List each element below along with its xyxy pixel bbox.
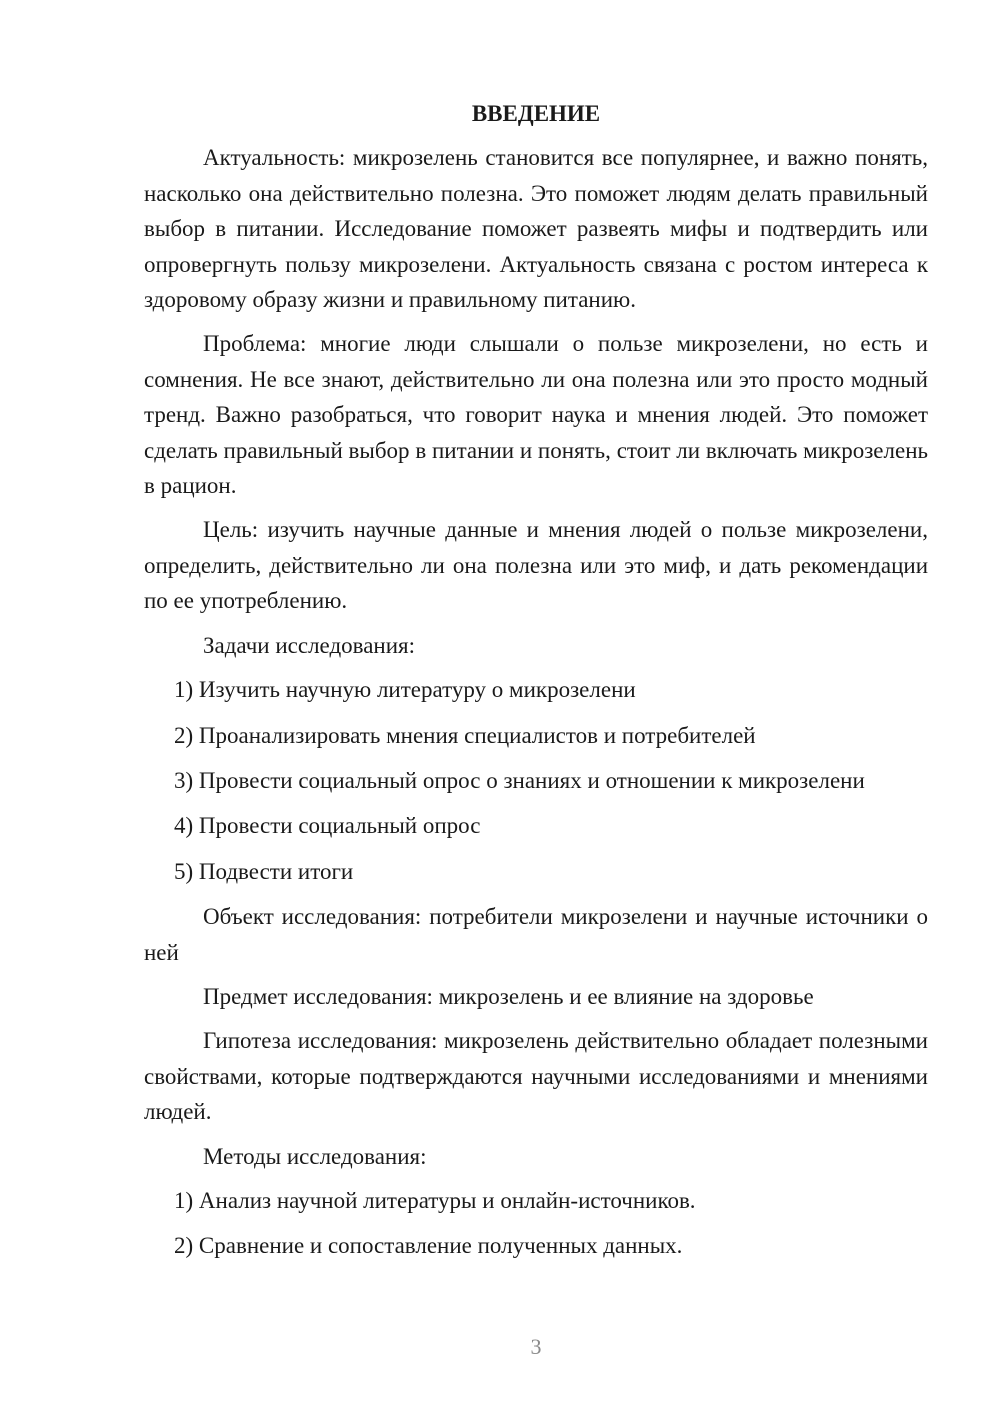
methods-heading: Методы исследования: (203, 1143, 427, 1169)
subject-paragraph: Предмет исследования: микрозелень и ее влияние на здоровье (203, 983, 814, 1009)
task-item-2: 2) Проанализировать мнения специалистов и потребителей (174, 722, 756, 748)
goal-paragraph: Цель: изучить научные данные и мнения людей о пользе микрозелени, определить, действительно ли она полезна или это миф, и дать рекомендации по ее употреблению. (144, 517, 928, 614)
page-number: 3 (530, 1334, 542, 1359)
tasks-heading: Задачи исследования: (203, 632, 416, 658)
hypothesis-paragraph: Гипотеза исследования: микрозелень действительно обладает полезными свойствами, которые подтверждаются научными исследованиями и мнениями людей. (144, 1028, 928, 1125)
method-item-2: 2) Сравнение и сопоставление полученных данных. (174, 1233, 683, 1259)
relevance-paragraph: Актуальность: микрозелень становится все популярнее, и важно понять, насколько она действительно полезна. Это поможет людям делать правильный выбор в питании. Исследование поможет развеять мифы и подтвердить или опровергнуть пользу микрозелени. Актуальность связана с ростом интереса к здоровому образу жизни и правильному питанию. (144, 145, 928, 313)
section-heading: ВВЕДЕНИЕ (471, 101, 601, 126)
task-item-1: 1) Изучить научную литературу о микрозелени (174, 677, 636, 703)
problem-paragraph: Проблема: многие люди слышали о пользе микрозелени, но есть и сомнения. Не все знают, действительно ли она полезна или это просто модный тренд. Важно разобраться, что говорит наука и мнения людей. Это поможет сделать правильный выбор в питании и понять, стоит ли включать микрозелень в рацион. (144, 331, 928, 499)
task-item-3: 3) Провести социальный опрос о знаниях и отношении к микрозелени (174, 767, 865, 793)
object-paragraph: Объект исследования: потребители микрозелени и научные источники о ней (144, 904, 928, 965)
task-item-5: 5) Подвести итоги (174, 858, 354, 884)
method-item-1: 1) Анализ научной литературы и онлайн-источников. (174, 1187, 696, 1213)
task-item-4: 4) Провести социальный опрос (174, 813, 481, 839)
page-content (144, 96, 928, 1274)
